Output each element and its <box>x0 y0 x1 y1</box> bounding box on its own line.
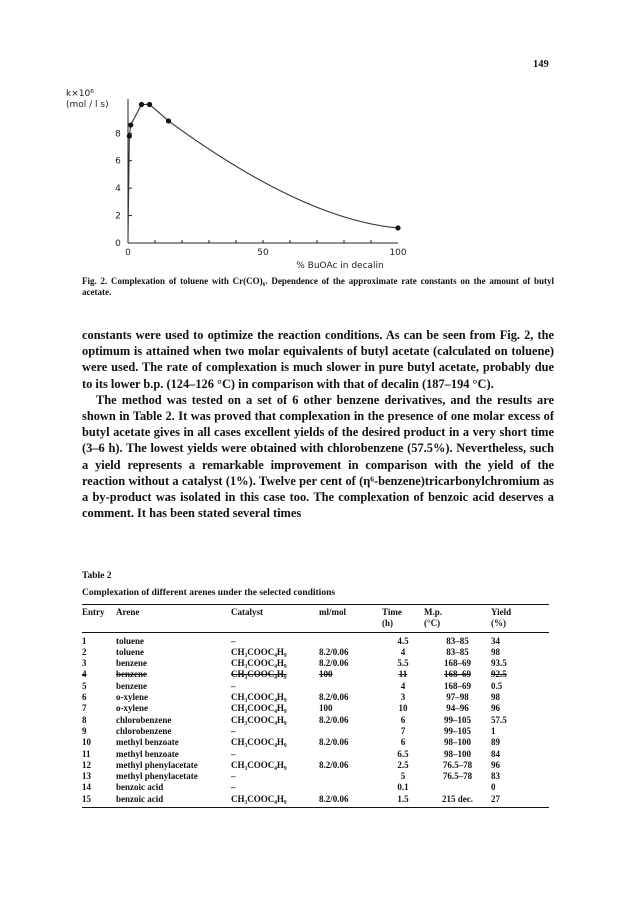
paragraph-1: constants were used to optimize the reaction conditions. As can be seen from Fig. 2, the optimum is attained when two molar equivalents of butyl acetate (calculated on toluene) were used. The rate of complexation is much slower in pure butyl acetate, probably due to its lower b.p. (124–126 °C) in comparison with that of decalin (187–194 °C). <box>82 328 554 391</box>
cell-catalyst: – <box>231 771 236 782</box>
header-yield-unit: (%) <box>491 618 549 632</box>
cell-entry: 14 <box>82 782 91 793</box>
cell-catalyst: CH₃COOC₄H₉ <box>231 794 319 808</box>
cell-mp: 76.5–78 <box>442 771 473 782</box>
y-axis-label-line2: (mol / l s) <box>66 100 109 110</box>
cell-ml-mol: 8.2/0.06 <box>319 714 349 725</box>
table-row <box>82 692 549 703</box>
x-axis-label: % BuOAc in decalin <box>296 261 384 271</box>
cell-yield: 98 <box>491 646 500 657</box>
header-ml-mol-unit <box>319 618 382 632</box>
cell-mp: 83–85 <box>446 635 469 646</box>
cell-arene: chlorobenzene <box>116 714 172 725</box>
cell-time: 6.5 <box>397 748 409 759</box>
cell-mp: 83–85 <box>446 646 469 657</box>
table-header-row-2 <box>82 618 549 632</box>
cell-mp: 98–100 <box>444 737 471 748</box>
cell-arene: methyl benzoate <box>116 737 179 748</box>
cell-ml-mol: 8.2/0.06 <box>319 646 349 657</box>
table-row <box>82 749 549 760</box>
cell-arene: o-xylene <box>116 703 148 714</box>
cell-arene: benzene <box>116 669 147 680</box>
cell-ml-mol <box>319 726 382 737</box>
cell-arene: methyl phenylacetate <box>116 759 198 770</box>
cell-catalyst: CH₃COOC₄H₉ <box>231 703 287 714</box>
cell-mp: 99–105 <box>444 725 471 736</box>
cell-catalyst: – <box>231 748 236 759</box>
cell-yield: 96 <box>491 759 500 770</box>
cell-time: 7 <box>400 725 406 736</box>
header-yield: Yield <box>491 605 549 619</box>
header-time-unit: (h) <box>382 618 424 632</box>
cell-yield: 98 <box>491 692 500 703</box>
cell-catalyst: CH₃COOC₄H₉ <box>231 759 287 770</box>
cell-arene: methyl benzoate <box>116 748 179 759</box>
cell-arene: toluene <box>116 635 144 646</box>
cell-time: 4 <box>400 680 406 691</box>
table-row <box>82 737 549 748</box>
cell-arene: toluene <box>116 646 144 657</box>
header-entry: Entry <box>82 605 116 619</box>
table-row <box>82 658 549 669</box>
table-row <box>82 632 549 647</box>
y-tick-label: 4 <box>115 184 121 195</box>
data-point <box>395 225 400 230</box>
page-number: 149 <box>533 59 549 70</box>
cell-entry: 4 <box>82 669 87 680</box>
table-caption: Complexation of different arenes under the selected conditions <box>82 588 336 598</box>
cell-catalyst: CH₃COOC₄H₉ <box>231 714 287 725</box>
cell-entry: 12 <box>82 759 91 770</box>
cell-arene: benzoic acid <box>116 782 164 793</box>
cell-yield: 89 <box>491 737 500 748</box>
cell-time: 2.5 <box>397 759 409 770</box>
cell-time: 6 <box>400 737 406 748</box>
data-point <box>127 133 132 138</box>
x-tick-label: 50 <box>257 248 269 258</box>
cell-mp: 168–69 <box>444 669 471 680</box>
arene-complexation-table <box>82 604 549 808</box>
cell-catalyst: CH₃COOC₄H₉ <box>231 737 287 748</box>
header-arene-unit <box>116 618 231 632</box>
cell-arene: chlorobenzene <box>116 725 172 736</box>
y-axis-label-line1: k×10⁶ <box>66 89 94 99</box>
chart-plot-area <box>115 99 407 258</box>
cell-catalyst: – <box>231 725 236 736</box>
cell-entry: 8 <box>82 714 87 725</box>
cell-yield: 1 <box>491 725 496 736</box>
cell-time: 5.5 <box>397 658 409 669</box>
cell-arene: benzoic acid <box>116 794 231 808</box>
cell-catalyst: CH₃COOC₄H₉ <box>231 658 287 669</box>
cell-yield: 0.5 <box>491 680 503 691</box>
cell-mp: 168–69 <box>444 680 471 691</box>
cell-yield: 57.5 <box>491 714 507 725</box>
table-row <box>82 703 549 714</box>
table-row <box>82 715 549 726</box>
data-point <box>147 102 152 107</box>
cell-ml-mol <box>319 681 382 692</box>
header-entry-unit <box>82 618 116 632</box>
cell-time: 10 <box>398 703 408 714</box>
table-row <box>82 771 549 782</box>
cell-ml-mol <box>319 632 382 647</box>
cell-entry: 10 <box>82 737 91 748</box>
cell-ml-mol: 8.2/0.06 <box>319 794 382 808</box>
cell-catalyst: CH₃COOC₄H₉ <box>231 646 287 657</box>
cell-entry: 15 <box>82 794 116 808</box>
header-ml-mol: ml/mol <box>319 605 382 619</box>
figure-caption: Fig. 2. Complexation of toluene with Cr(CO)₆. Dependence of the approximate rate constants on the amount of butyl acetate. <box>82 276 554 297</box>
cell-mp: 168–69 <box>444 658 471 669</box>
cell-ml-mol: 8.2/0.06 <box>319 692 349 703</box>
cell-entry: 6 <box>82 692 87 703</box>
y-tick-label: 0 <box>115 239 121 249</box>
cell-entry: 11 <box>82 748 91 759</box>
data-point <box>166 118 171 123</box>
cell-catalyst: CH₃COOC₄H₉ <box>231 692 287 703</box>
body-text <box>82 327 554 521</box>
rate-constant-chart <box>0 0 624 280</box>
cell-entry: 9 <box>82 725 87 736</box>
paragraph-2: The method was tested on a set of 6 other benzene derivatives, and the results are shown in Table 2. It was proved that complexation in the presence of one molar excess of butyl acetate gives in all cases excellent yields of the desired product in a very short time (3–6 h). The lowest yields were obtained with chlorobenzene (57.5%). Nevertheless, such a yield represents a remarkable improvement in comparison with the yield of the reaction without a catalyst (1%). Twelve per cent of (η⁶-benzene)tricarbonylchromium as a by-product was isolated in this case too. The complexation of benzoic acid deserves a comment. It has been stated several times <box>82 392 554 521</box>
table-row <box>82 794 549 808</box>
header-arene: Arene <box>116 605 231 619</box>
table-row <box>82 681 549 692</box>
cell-ml-mol: 8.2/0.06 <box>319 737 349 748</box>
y-tick-label: 2 <box>115 211 121 222</box>
data-point <box>139 102 144 107</box>
header-catalyst-unit <box>231 618 319 632</box>
cell-yield: 34 <box>491 635 500 646</box>
cell-catalyst: – <box>231 635 236 646</box>
cell-time: 4.5 <box>397 635 409 646</box>
cell-entry: 5 <box>82 680 87 691</box>
x-tick-label: 100 <box>389 248 407 258</box>
cell-ml-mol: 100 <box>319 703 333 714</box>
cell-entry: 1 <box>82 635 87 646</box>
cell-time: 5 <box>400 771 406 782</box>
cell-time: 3 <box>400 692 406 703</box>
cell-time: 1.5 <box>382 794 424 808</box>
cell-catalyst: CH₃COOC₄H₉ <box>231 669 287 680</box>
series-line <box>128 104 398 240</box>
cell-mp: 99–105 <box>444 714 471 725</box>
table-row <box>82 669 549 680</box>
cell-arene: methyl phenylacetate <box>116 771 198 782</box>
header-time: Time <box>382 605 424 619</box>
header-mp: M.p. <box>424 605 491 619</box>
cell-yield: 0 <box>491 782 496 793</box>
header-mp-unit: (°C) <box>424 618 491 632</box>
table-title: Table 2 <box>82 571 112 581</box>
cell-ml-mol <box>319 749 382 760</box>
cell-entry: 13 <box>82 771 91 782</box>
cell-time: 0.1 <box>397 782 409 793</box>
cell-mp: 76.5–78 <box>442 759 473 770</box>
table-row <box>82 782 549 793</box>
cell-ml-mol: 8.2/0.06 <box>319 658 349 669</box>
cell-entry: 3 <box>82 658 87 669</box>
cell-mp <box>424 782 491 793</box>
cell-arene: benzene <box>116 680 147 691</box>
cell-yield: 92.5 <box>491 669 507 680</box>
table-row <box>82 760 549 771</box>
cell-entry: 7 <box>82 703 87 714</box>
cell-arene: o-xylene <box>116 692 148 703</box>
cell-mp: 98–100 <box>444 748 471 759</box>
cell-yield: 96 <box>491 703 500 714</box>
y-tick-label: 8 <box>115 129 121 140</box>
cell-ml-mol <box>319 771 382 782</box>
cell-catalyst: – <box>231 680 236 691</box>
cell-yield: 83 <box>491 771 500 782</box>
cell-mp: 215 dec. <box>424 794 491 808</box>
cell-time: 6 <box>400 714 406 725</box>
cell-ml-mol: 100 <box>319 669 333 680</box>
table-row <box>82 726 549 737</box>
table-header-row-1 <box>82 605 549 619</box>
cell-arene: benzene <box>116 658 147 669</box>
cell-ml-mol <box>319 782 382 793</box>
cell-time: 4 <box>400 646 406 657</box>
cell-yield: 93.5 <box>491 658 507 669</box>
header-catalyst: Catalyst <box>231 605 319 619</box>
cell-mp: 97–98 <box>446 692 469 703</box>
cell-ml-mol: 8.2/0.06 <box>319 759 349 770</box>
cell-time: 11 <box>398 669 408 680</box>
table-body <box>82 632 549 807</box>
data-point <box>128 122 133 127</box>
cell-yield: 27 <box>491 794 549 808</box>
cell-catalyst: – <box>231 782 236 793</box>
cell-yield: 84 <box>491 748 500 759</box>
cell-entry: 2 <box>82 646 87 657</box>
x-tick-label: 0 <box>125 248 131 258</box>
table-row <box>82 647 549 658</box>
cell-mp: 94–96 <box>446 703 469 714</box>
y-tick-label: 6 <box>115 156 121 167</box>
